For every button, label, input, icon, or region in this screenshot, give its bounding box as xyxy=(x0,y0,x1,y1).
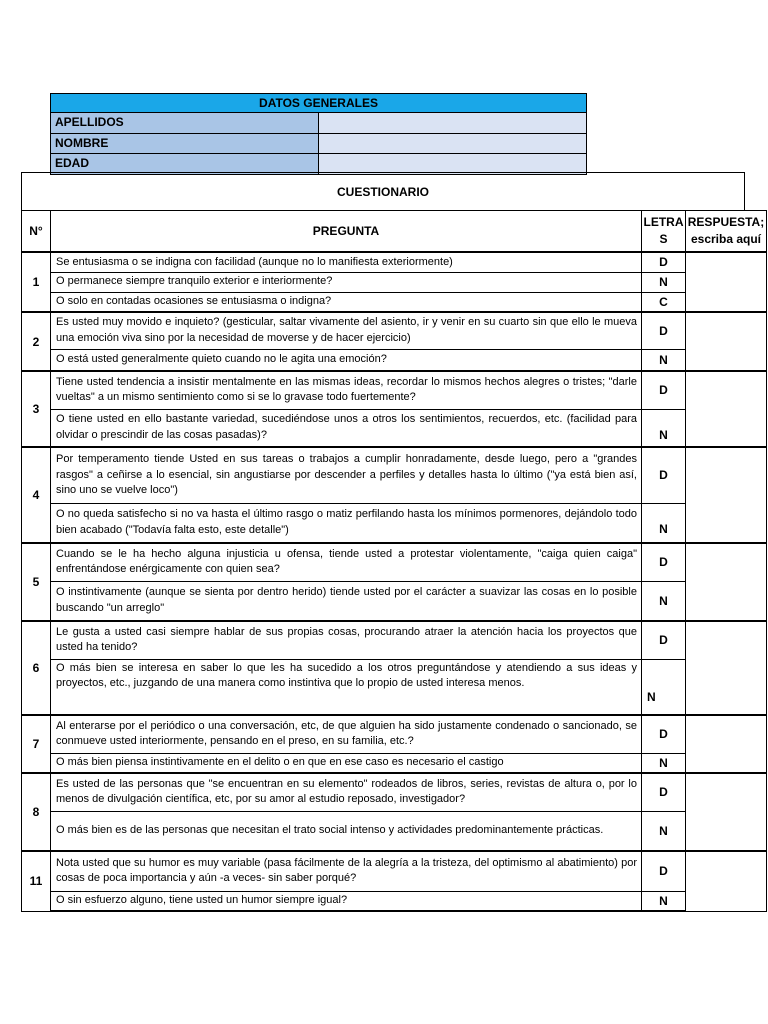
option-letter: N xyxy=(642,581,686,621)
col-header-num: N° xyxy=(22,211,51,253)
answer-input[interactable] xyxy=(686,659,768,676)
question-number: 1 xyxy=(22,252,51,312)
question-number: 2 xyxy=(22,312,51,371)
edad-label: EDAD xyxy=(51,154,319,175)
datos-generales-table xyxy=(50,93,587,175)
cuestionario-title: CUESTIONARIO xyxy=(336,185,429,199)
col-header-letras: LETRA S xyxy=(642,211,686,253)
option-letter: N xyxy=(642,659,686,715)
answer-cell[interactable] xyxy=(686,371,767,447)
question-option: Nota usted que su humor es muy variable (pasa fácilmente de la alegría a la tristeza, del optimismo al abatimiento) por cosas de poca importancia y aún -a veces- sin saber porqué? xyxy=(51,851,642,891)
option-letter: D xyxy=(642,543,686,581)
answer-input[interactable] xyxy=(686,333,768,350)
question-number: 5 xyxy=(22,543,51,621)
question-option: O solo en contadas ocasiones se entusiasma o indigna? xyxy=(51,292,642,312)
nombre-label: NOMBRE xyxy=(51,133,319,154)
option-letter: D xyxy=(642,371,686,409)
question-option: O más bien es de las personas que necesitan el trato social intenso y actividades predominantemente prácticas. xyxy=(51,811,642,851)
question-option: Tiene usted tendencia a insistir mentalmente en las mismas ideas, recordar lo mismos hechos alegres o tristes; "darle vueltas" a un mismo sentimiento como si se lo gravase todo fuertemente? xyxy=(51,371,642,409)
option-letter: N xyxy=(642,503,686,543)
col-header-pregunta: PREGUNTA xyxy=(51,211,642,253)
answer-input[interactable] xyxy=(686,400,768,417)
option-letter: N xyxy=(642,409,686,447)
answer-cell[interactable] xyxy=(686,621,767,715)
option-letter: D xyxy=(642,621,686,659)
option-letter: N xyxy=(642,272,686,292)
question-option: Por temperamento tiende Usted en sus tareas o trabajos a cumplir honradamente, desde luego, pero a "grandes rasgos" a ceñirse a lo esencial, sin angustiarse por descender a perfiles y detalles hasta lo último ("ya está bien así, sino uno se vuelve loco") xyxy=(51,447,642,503)
answer-input[interactable] xyxy=(686,273,768,290)
nombre-input[interactable] xyxy=(319,134,586,153)
question-option: O más bien piensa instintivamente en el delito o en que en ese caso es necesario el castigo xyxy=(51,753,642,773)
question-option: Es usted muy movido e inquieto? (gesticular, saltar vivamente del asiento, ir y venir en su cuarto sin que ello le mueva una emoción viva sino por la necesidad de moverse y de hacer ejercicio) xyxy=(51,312,642,349)
question-option: O no queda satisfecho si no va hasta el último rasgo o matiz perfilando hasta los mínimos pormenores, dejándolo todo bien acabado ("Todavía falta esto, este detalle") xyxy=(51,503,642,543)
question-option: Es usted de las personas que "se encuentran en su elemento" rodeados de libros, series, revistas de altura o, por lo menos de divulgación científica, etc, por su amor al estudio reposado, investigador? xyxy=(51,773,642,811)
option-letter: D xyxy=(642,447,686,503)
question-number: 3 xyxy=(22,371,51,447)
question-number: 4 xyxy=(22,447,51,543)
question-option: Se entusiasma o se indigna con facilidad (aunque no lo manifiesta exteriormente) xyxy=(51,252,642,272)
answer-cell[interactable] xyxy=(686,543,767,621)
question-number: 11 xyxy=(22,851,51,911)
question-option: O está usted generalmente quieto cuando no le agita una emoción? xyxy=(51,349,642,371)
option-letter: N xyxy=(642,349,686,371)
answer-cell[interactable] xyxy=(686,312,767,371)
option-letter: D xyxy=(642,715,686,753)
option-letter: C xyxy=(642,292,686,312)
option-letter: D xyxy=(642,851,686,891)
option-letter: N xyxy=(642,811,686,851)
question-option: Le gusta a usted casi siempre hablar de sus propias cosas, procurando atraer la atención hacia los proyectos que usted ha tenido? xyxy=(51,621,642,659)
answer-cell[interactable] xyxy=(686,447,767,543)
option-letter: D xyxy=(642,312,686,349)
option-letter: D xyxy=(642,773,686,811)
question-option: Al enterarse por el periódico o una conversación, etc, de que alguien ha sido justamente condenado o sancionado, se conmueve usted interiormente, pensando en el preso, en su familia, etc.? xyxy=(51,715,642,753)
answer-input[interactable] xyxy=(686,735,768,752)
questionnaire-table xyxy=(21,210,767,912)
question-option: O más bien se interesa en saber lo que les ha sucedido a los otros preguntándose y atendiendo a sus ideas y proyectos, etc., juzgando de una manera como instintiva que lo propio de usted interesa menos. xyxy=(51,659,642,715)
edad-input[interactable] xyxy=(319,154,586,173)
col-header-respuesta: RESPUESTA; escriba aquí xyxy=(686,211,767,253)
apellidos-input[interactable] xyxy=(319,113,586,132)
question-option: O instintivamente (aunque se sienta por dentro herido) tiende usted por el carácter a suavizar las cosas en lo posible buscando "un arreglo" xyxy=(51,581,642,621)
option-letter: N xyxy=(642,891,686,911)
answer-input[interactable] xyxy=(686,872,768,889)
question-number: 8 xyxy=(22,773,51,851)
datos-generales-title: DATOS GENERALES xyxy=(51,94,587,113)
answer-cell[interactable] xyxy=(686,773,767,851)
question-number: 6 xyxy=(22,621,51,715)
answer-input[interactable] xyxy=(686,573,768,590)
answer-cell[interactable] xyxy=(686,252,767,312)
apellidos-label: APELLIDOS xyxy=(51,113,319,134)
question-option: O permanece siempre tranquilo exterior e interiormente? xyxy=(51,272,642,292)
question-number: 7 xyxy=(22,715,51,773)
question-option: Cuando se le ha hecho alguna injusticia u ofensa, tiende usted a protestar violentamente, "caiga quien caiga" enfrentándose enérgicamente con quien sea? xyxy=(51,543,642,581)
question-option: O tiene usted en ello bastante variedad, sucediéndose unos a otros los sentimientos, recuerdos, etc. (facilidad para olvidar o prescindir de las cosas pasadas)? xyxy=(51,409,642,447)
cuestionario-header-box xyxy=(21,172,745,210)
option-letter: N xyxy=(642,753,686,773)
answer-input[interactable] xyxy=(686,486,768,503)
option-letter: D xyxy=(642,252,686,272)
answer-cell[interactable] xyxy=(686,715,767,773)
answer-cell[interactable] xyxy=(686,851,767,911)
answer-input[interactable] xyxy=(686,803,768,820)
question-option: O sin esfuerzo alguno, tiene usted un humor siempre igual? xyxy=(51,891,642,911)
